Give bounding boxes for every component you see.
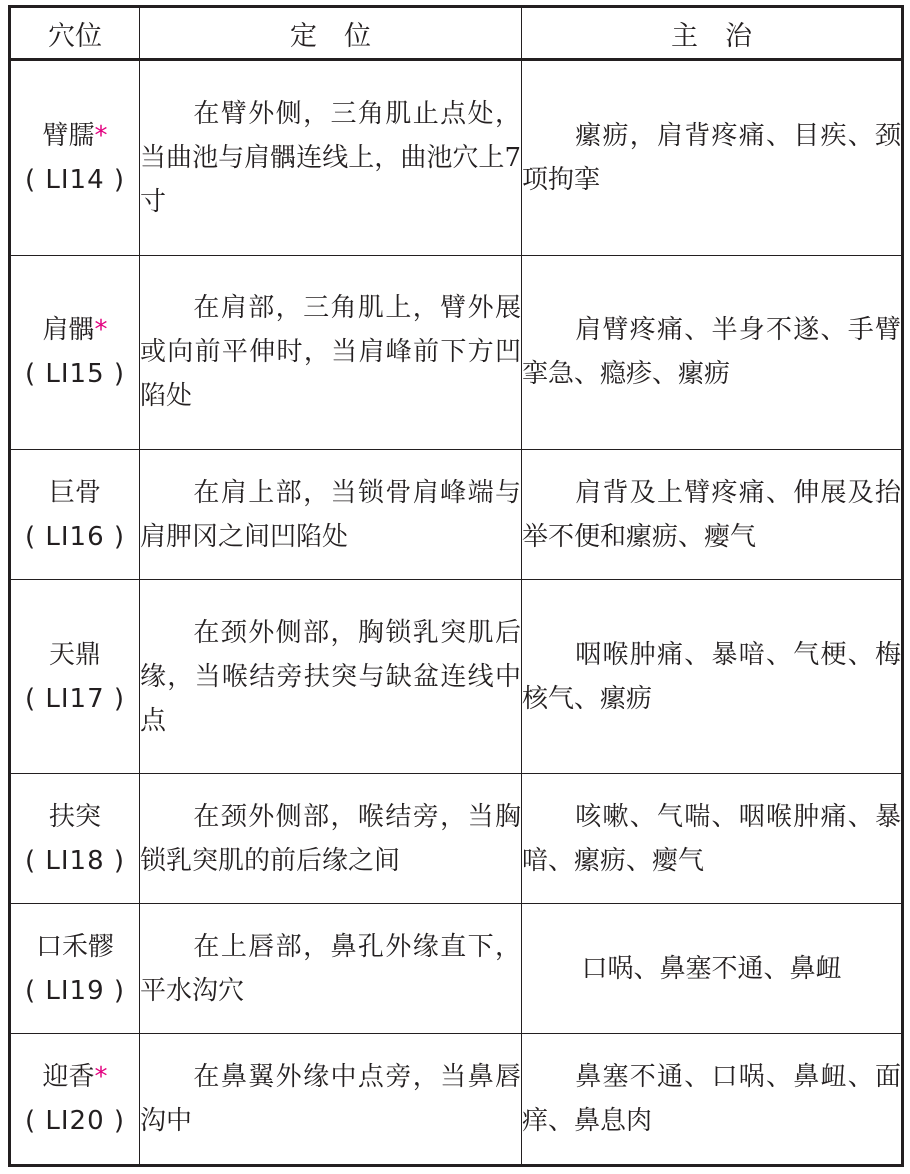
- point-cell: [10, 904, 140, 1034]
- point-code: ( LI17 ): [24, 683, 126, 714]
- point-cell: [10, 774, 140, 904]
- location-cell: [140, 904, 522, 1034]
- location-text: 在肩部，三角肌上，臂外展或向前平伸时，当肩峰前下方凹陷处: [140, 293, 521, 412]
- point-cell: [10, 580, 140, 774]
- indications-cell: [522, 1034, 903, 1166]
- key-point-star: *: [94, 120, 108, 151]
- point-cell: [10, 1034, 140, 1166]
- acupoint-table: [8, 5, 904, 1167]
- location-cell: [140, 60, 522, 256]
- indications-text: 肩背及上臂疼痛、伸展及抬举不便和瘰疬、瘿气: [522, 477, 901, 552]
- indications-cell: [522, 60, 903, 256]
- point-name: 肩髃: [42, 315, 95, 346]
- point-name: 口禾髎: [35, 931, 114, 962]
- location-cell: [140, 450, 522, 580]
- key-point-star: *: [94, 1062, 108, 1093]
- indications-text: 肩臂疼痛、半身不遂、手臂挛急、瘾疹、瘰疬: [522, 315, 901, 390]
- point-cell: [10, 255, 140, 449]
- table-row: [10, 255, 903, 449]
- point-code: ( LI16 ): [24, 521, 126, 552]
- indications-text: 鼻塞不通、口㖞、鼻衄、面痒、鼻息肉: [522, 1062, 901, 1137]
- location-text: 在颈外侧部，喉结旁，当胸锁乳突肌的前后缘之间: [140, 801, 521, 876]
- point-code: ( LI15 ): [24, 359, 126, 390]
- table-row: [10, 904, 903, 1034]
- header-row: [10, 7, 903, 60]
- header-point: 穴位: [10, 7, 140, 60]
- location-cell: [140, 580, 522, 774]
- table-row: [10, 60, 903, 256]
- key-point-star: *: [94, 315, 108, 346]
- indications-text: 瘰疬，肩背疼痛、目疾、颈项拘挛: [522, 120, 901, 195]
- table-row: [10, 580, 903, 774]
- location-cell: [140, 255, 522, 449]
- header-location: 定 位: [140, 7, 522, 60]
- point-name: 巨骨: [48, 477, 101, 508]
- table-row: [10, 450, 903, 580]
- point-cell: [10, 60, 140, 256]
- point-cell: [10, 450, 140, 580]
- point-code: ( LI18 ): [24, 845, 126, 876]
- indications-cell: [522, 580, 903, 774]
- indications-cell: [522, 774, 903, 904]
- header-indications: 主 治: [522, 7, 903, 60]
- table-row: [10, 774, 903, 904]
- location-text: 在鼻翼外缘中点旁，当鼻唇沟中: [140, 1062, 521, 1137]
- point-name: 臂臑: [42, 120, 95, 151]
- indications-text: 口㖞、鼻塞不通、鼻衄: [581, 953, 842, 984]
- location-text: 在肩上部，当锁骨肩峰端与肩胛冈之间凹陷处: [140, 477, 521, 552]
- location-cell: [140, 774, 522, 904]
- indications-text: 咽喉肿痛、暴喑、气梗、梅核气、瘰疬: [522, 639, 901, 714]
- indications-cell: [522, 450, 903, 580]
- point-code: ( LI14 ): [24, 164, 126, 195]
- location-text: 在颈外侧部，胸锁乳突肌后缘，当喉结旁扶突与缺盆连线中点: [140, 617, 521, 736]
- point-name: 扶突: [48, 801, 101, 832]
- table-row: [10, 1034, 903, 1166]
- location-text: 在上唇部，鼻孔外缘直下，平水沟穴: [140, 931, 521, 1006]
- indications-text: 咳嗽、气喘、咽喉肿痛、暴喑、瘰疬、瘿气: [522, 801, 901, 876]
- point-code: ( LI19 ): [24, 975, 126, 1006]
- indications-cell: [522, 255, 903, 449]
- location-text: 在臂外侧，三角肌止点处，当曲池与肩髃连线上，曲池穴上7寸: [140, 98, 521, 217]
- point-code: ( LI20 ): [24, 1106, 126, 1137]
- indications-cell: [522, 904, 903, 1034]
- location-cell: [140, 1034, 522, 1166]
- point-name: 天鼎: [48, 639, 101, 670]
- point-name: 迎香: [42, 1062, 95, 1093]
